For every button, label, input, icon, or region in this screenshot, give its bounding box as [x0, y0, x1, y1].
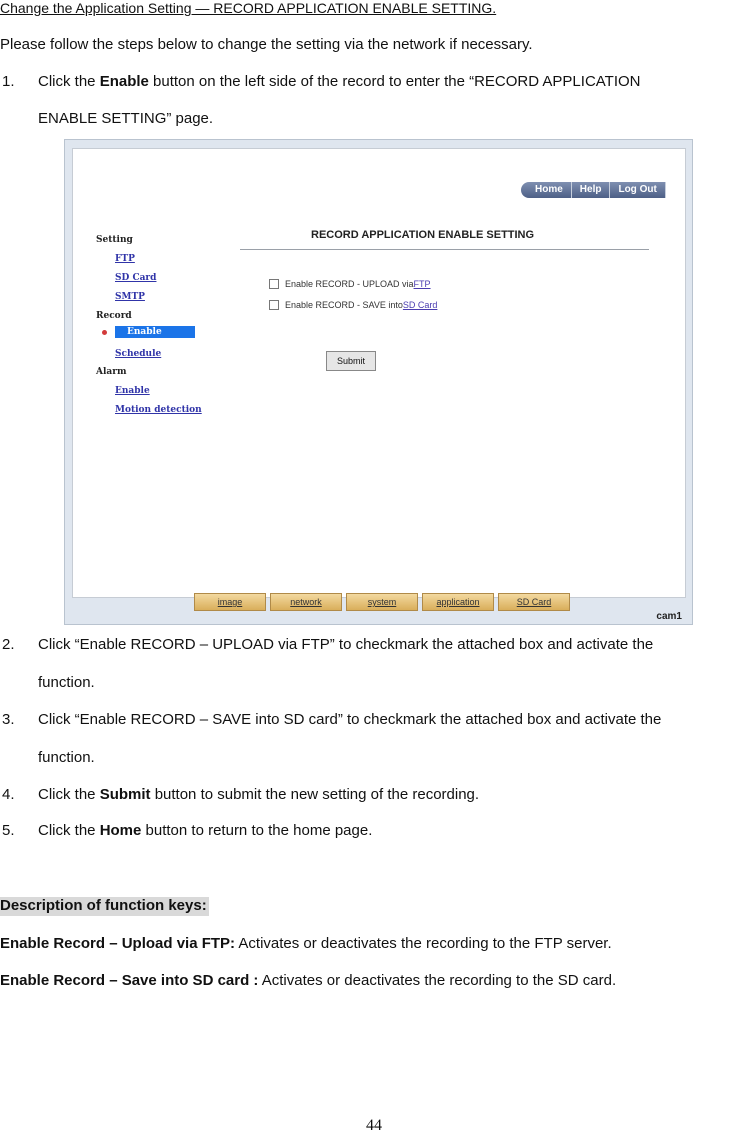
- step-text: Click the Home button to return to the home page.: [38, 822, 373, 839]
- option-label: Enable RECORD - UPLOAD via: [285, 279, 414, 289]
- tab-application[interactable]: application: [422, 593, 494, 611]
- option-upload-ftp: [269, 279, 431, 289]
- tab-system[interactable]: system: [346, 593, 418, 611]
- sidebar-item-record-enable[interactable]: Enable: [115, 326, 195, 338]
- submit-term: Submit: [99, 786, 151, 803]
- top-nav: [521, 182, 666, 198]
- sidebar-item-alarm-enable[interactable]: Enable: [115, 386, 150, 396]
- description-item: Enable Record – Save into SD card : Activates or deactivates the recording to the SD card.: [0, 972, 617, 989]
- selected-bullet-icon: [102, 330, 107, 335]
- option-save-sd: [269, 300, 437, 310]
- step-number: 1.: [2, 73, 15, 90]
- intro-text: Please follow the steps below to change the setting via the network if necessary.: [0, 36, 533, 53]
- page-title: Change the Application Setting — RECORD APPLICATION ENABLE SETTING.: [0, 0, 497, 16]
- sidebar-item-smtp[interactable]: SMTP: [115, 292, 145, 302]
- option-label: Enable RECORD - SAVE into: [285, 300, 403, 310]
- step-number: 2.: [2, 636, 15, 653]
- tab-image[interactable]: image: [194, 593, 266, 611]
- sidebar-item-schedule[interactable]: Schedule: [115, 349, 162, 359]
- save-sd-checkbox[interactable]: [269, 300, 279, 310]
- home-term: Home: [99, 822, 142, 839]
- tab-network[interactable]: network: [270, 593, 342, 611]
- ftp-link[interactable]: FTP: [413, 279, 431, 289]
- heading-divider: [240, 249, 649, 250]
- step-text: Click “Enable RECORD – SAVE into SD card” to checkmark the attached box and activate the: [38, 711, 662, 728]
- bottom-tabs: [194, 593, 574, 611]
- sd-card-link[interactable]: SD Card: [402, 300, 438, 310]
- settings-heading: RECORD APPLICATION ENABLE SETTING: [311, 229, 535, 241]
- sidebar-item-sd-card[interactable]: SD Card: [115, 273, 157, 283]
- web-ui-panel: [72, 148, 686, 598]
- step-text-cont: ENABLE SETTING” page.: [38, 110, 214, 127]
- logout-button[interactable]: Log Out: [610, 182, 665, 198]
- page-number: 44: [366, 1117, 382, 1134]
- description-heading: Description of function keys:: [0, 897, 207, 914]
- help-button[interactable]: Help: [572, 182, 611, 198]
- step-number: 5.: [2, 822, 15, 839]
- enable-term: Enable: [99, 73, 149, 90]
- upload-ftp-checkbox[interactable]: [269, 279, 279, 289]
- embedded-screenshot: [64, 139, 693, 625]
- sidebar-alarm-label: Alarm: [96, 367, 127, 377]
- sidebar-setting-label: Setting: [96, 235, 133, 245]
- step-text-cont: function.: [38, 749, 95, 766]
- description-item: Enable Record – Upload via FTP: Activates or deactivates the recording to the FTP server.: [0, 935, 612, 952]
- sidebar-record-label: Record: [96, 311, 132, 321]
- step-text-cont: function.: [38, 674, 95, 691]
- submit-button[interactable]: Submit: [326, 351, 376, 371]
- home-button[interactable]: Home: [521, 182, 572, 198]
- step-number: 4.: [2, 786, 15, 803]
- tab-sd-card[interactable]: SD Card: [498, 593, 570, 611]
- sidebar-item-motion-detection[interactable]: Motion detection: [115, 405, 202, 415]
- step-text: Click the Submit button to submit the new setting of the recording.: [38, 786, 480, 803]
- step-text: Click “Enable RECORD – UPLOAD via FTP” to checkmark the attached box and activate the: [38, 636, 654, 653]
- step-text: Click the Enable button on the left side of the record to enter the “RECORD APPLICATION: [38, 73, 641, 90]
- camera-label: cam1: [656, 611, 682, 622]
- sidebar-item-ftp[interactable]: FTP: [115, 254, 135, 264]
- step-number: 3.: [2, 711, 15, 728]
